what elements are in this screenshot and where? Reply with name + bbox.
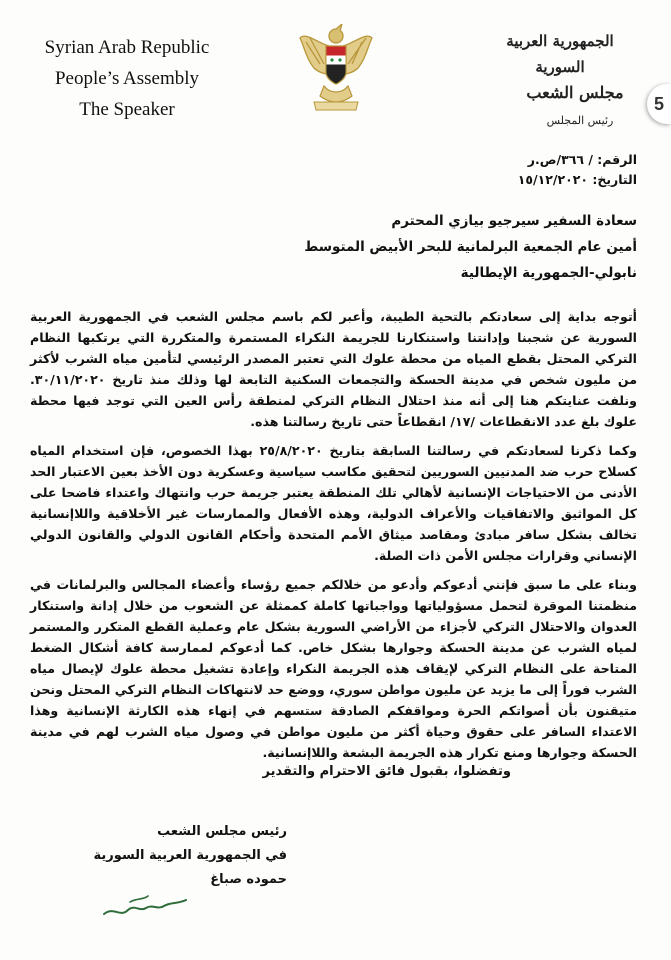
letterhead-line-assembly: People’s Assembly [54, 68, 200, 89]
reference-number: الرقم: / ٣٦٦/ص.ر [527, 152, 637, 167]
hawk-emblem-icon [296, 24, 376, 114]
body-paragraph-2: وكما ذكرنا لسعادتكم في رسالتنا السابقة بتاريخ ٢٥/٨/٢٠٢٠ بهذا الخصوص، فإن استخدام المياه كسلاح حرب ضد المدنيين السوريين لتحقيق مكاسب سياسية وعسكرية دون الأخذ بعين الاعتبار الحد الأدنى من الاحتياجات الإنسانية لأهالي تلك المنطقة يعتبر جريمة حرب وانتهاك واعتداء فاضحا على كل المواثيق والاتفاقيات والأعراف الدولية، وهذه الأفعال والممارسات غير الأخلاقية واللاإنسانية تخالف بشكل سافر مبادئ ومقاصد ميثاق الأمم المتحدة وأحكام القانون الدولي والقانون الدولي الإنساني وقرارات مجلس الأمن ذات الصلة. [30, 443, 637, 563]
reference-block [337, 150, 637, 190]
letter-body [30, 306, 637, 771]
arabic-letterhead-country: الجمهورية العربية السورية [506, 32, 614, 76]
letterhead-line-speaker: The Speaker [79, 99, 175, 120]
arabic-letterhead-speaker: رئيس المجلس [546, 114, 614, 127]
body-paragraph-1: أتوجه بداية إلى سعادتكم بالتحية الطيبة، وأعبر لكم باسم مجلس الشعب في الجمهورية العربية السورية عن شجبنا وإدانتنا واستنكارنا للجريمة النكراء المستمرة والمتكررة التي يرتكبها النظام التركي المحتل بقطع المياه من محطة علوك التي تعتبر المصدر الرئيسي لتأمين مياه الشرب لأكثر من مليون شخص في مدينة الحسكة والتجمعات السكنية التابعة لها وذلك منذ تاريخ ٣٠/١١/٢٠٢٠. ونلفت عنايتكم هنا إلى أنه منذ احتلال النظام التركي لمنطقة رأس العين التي توجد فيها محطة علوك بلغ عدد الانقطاعات /١٧/ انقطاعاً حتى تاريخ رسالتنا هذه. [30, 309, 637, 429]
addressee-block [217, 208, 637, 286]
handwritten-signature [100, 888, 190, 924]
addressee-location: نابولي-الجمهورية الإيطالية [460, 265, 637, 281]
signature-block [87, 820, 287, 892]
page-count-badge[interactable]: 5 [647, 84, 671, 124]
arabic-letterhead [480, 28, 640, 132]
addressee-name: سعادة السفير سيرجيو بيازي المحترم [391, 213, 637, 229]
english-letterhead [22, 32, 232, 125]
reference-date: التاريخ: ١٥/١٢/٢٠٢٠ [517, 172, 637, 187]
closing-line: وتفضلوا، بقبول فائق الاحترام والتقدير [262, 764, 511, 779]
arabic-letterhead-assembly: مجلس الشعب [526, 83, 624, 102]
signatory-name: حموده صباغ [210, 872, 287, 887]
signatory-title: رئيس مجلس الشعب [157, 824, 287, 839]
letterhead-line-country: Syrian Arab Republic [44, 37, 210, 58]
signatory-country: في الجمهورية العربية السورية [93, 848, 287, 863]
addressee-position: أمين عام الجمعية البرلمانية للبحر الأبيض المتوسط [304, 239, 637, 255]
body-paragraph-3: وبناء على ما سبق فإنني أدعوكم وأدعو من خلالكم جميع رؤساء وأعضاء المجالس والبرلمانات في منظمتنا الموقرة لتحمل مسؤولياتها وواجباتها كاملة كممثلة عن الشعوب من خلال إدانة واستنكار العدوان والاحتلال التركي لأجزاء من الأراضي السورية بشكل عام وعملية القطع المتكرر والمستمر لمياه الشرب عن مدينة الحسكة وجوارها بشكل خاص. كما أدعوكم لممارسة كافة أشكال الضغط المتاحة على النظام التركي لإيقاف هذه الجريمة النكراء وإعادة تشغيل محطة علوك لإيصال مياه الشرب فوراً إلى ما يزيد عن مليون مواطن سوري، ووضع حد لانتهاكات النظام التركي المحتل ونحن متيقنون بأن أصواتكم الحرة ومواقفكم الصادقة ستسهم في إنهاء هذه الكارثة الإنسانية وهذا الاعتداء السافر على حقوق وحياة أكثر من مليون مواطن في وصول مياه الشرب لهم في مدينة الحسكة وجوارها ومنع تكرار هذه الجريمة البشعة واللاإنسانية. [30, 577, 637, 760]
